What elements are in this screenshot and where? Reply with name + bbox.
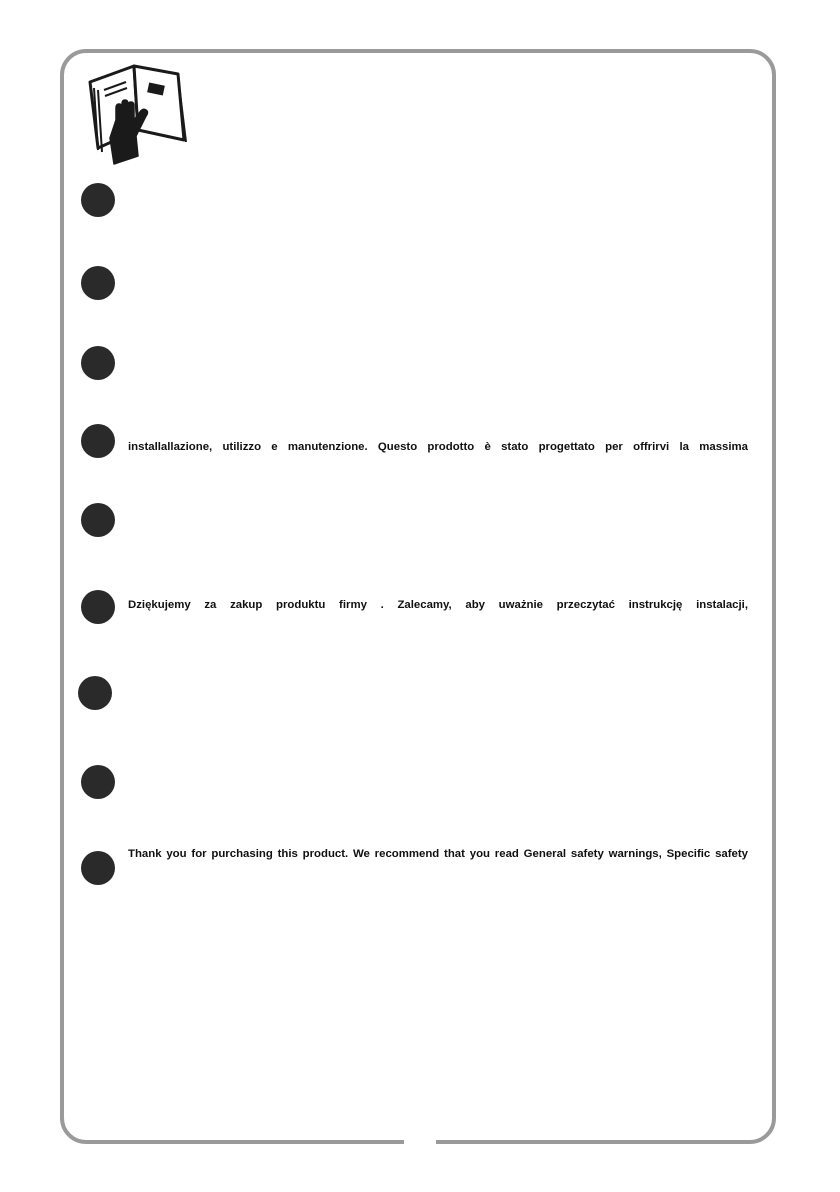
language-marker bbox=[81, 183, 115, 217]
language-text: Dziękujemy za zakup produktu firmy . Zalecamy, aby uważnie przeczytać instrukcję instalacji, bbox=[128, 599, 748, 611]
page-frame bbox=[60, 49, 776, 1144]
language-text: Thank you for purchasing this product. We recommend that you read General safety warnings, Specific safety bbox=[128, 848, 748, 860]
language-text: installallazione, utilizzo e manutenzione. Questo prodotto è stato progettato per offrirvi la massima bbox=[128, 441, 748, 453]
frame-bottom-gap bbox=[404, 1136, 436, 1150]
language-marker bbox=[81, 266, 115, 300]
language-marker bbox=[81, 424, 115, 458]
language-marker bbox=[81, 851, 115, 885]
read-manual-icon bbox=[82, 60, 192, 172]
language-marker bbox=[81, 503, 115, 537]
language-marker bbox=[81, 346, 115, 380]
language-marker bbox=[81, 765, 115, 799]
language-marker bbox=[81, 590, 115, 624]
language-marker bbox=[78, 676, 112, 710]
